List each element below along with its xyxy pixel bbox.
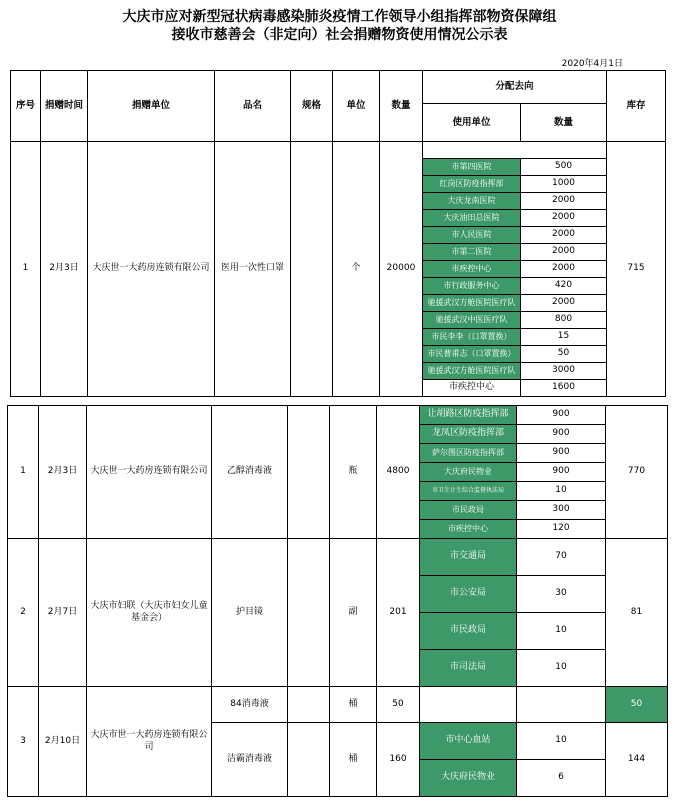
time-cell: 2月10日 <box>39 687 87 797</box>
qty-cell: 20000 <box>380 142 423 397</box>
unit-cell: 个 <box>333 142 380 397</box>
table-row <box>8 687 668 723</box>
dist-unit: 市疾控中心 <box>423 261 521 278</box>
title-line-2: 接收市慈善会（非定向）社会捐赠物资使用情况公示表 <box>171 27 508 43</box>
qty-cell: 50 <box>377 687 420 723</box>
dist-unit: 市行政服务中心 <box>423 278 521 295</box>
dist-unit: 市公安局 <box>420 576 517 613</box>
header-item: 品名 <box>215 71 291 142</box>
dist-unit: 市疾控中心 <box>420 520 517 539</box>
dist-qty: 900 <box>517 406 606 425</box>
dist-unit: 市中心血站 <box>420 723 517 760</box>
dist-qty: 50 <box>521 346 607 363</box>
time-cell: 2月3日 <box>41 142 88 397</box>
dist-qty: 800 <box>521 312 607 329</box>
dist-unit: 萨尔图区防疫指挥部 <box>420 444 517 463</box>
dist-qty: 30 <box>517 576 606 613</box>
header-unit: 单位 <box>333 71 380 142</box>
table-row <box>8 406 668 425</box>
title-line-1: 大庆市应对新型冠状病毒感染肺炎疫情工作领导小组指挥部物资保障组 <box>122 9 557 25</box>
donation-table-1 <box>10 70 666 397</box>
spec-cell <box>288 406 330 539</box>
donation-table-2 <box>7 405 668 797</box>
report-date: 2020年4月1日 <box>561 59 623 69</box>
dist-unit: 驰援武汉方舱医院医疗队 <box>423 363 521 380</box>
spec-cell <box>288 723 330 797</box>
stock-cell: 81 <box>606 539 668 687</box>
donor-cell: 大庆世一大药房连锁有限公司 <box>87 406 212 539</box>
dist-qty: 3000 <box>521 363 607 380</box>
unit-cell: 桶 <box>330 687 377 723</box>
dist-unit: 龙凤区防疫指挥部 <box>420 425 517 444</box>
dist-qty: 6 <box>517 760 606 797</box>
seq-cell: 1 <box>11 142 41 397</box>
dist-unit: 市第二医院 <box>423 244 521 261</box>
item-cell: 乙醇消毒液 <box>212 406 288 539</box>
qty-cell: 201 <box>377 539 420 687</box>
header-use-unit: 使用单位 <box>423 104 521 142</box>
stock-cell: 50 <box>606 687 668 723</box>
dist-qty: 2000 <box>521 227 607 244</box>
qty-cell: 160 <box>377 723 420 797</box>
dist-unit: 市民政局 <box>420 501 517 520</box>
dist-unit: 市人民医院 <box>423 227 521 244</box>
spec-cell <box>288 687 330 723</box>
qty-cell: 4800 <box>377 406 420 539</box>
dist-unit: 市民政局 <box>420 613 517 650</box>
dist-unit: 市交通局 <box>420 539 517 576</box>
dist-qty: 900 <box>517 425 606 444</box>
dist-unit: 市疾控中心 <box>423 380 521 397</box>
dist-unit: 市民李李（口罩置换） <box>423 329 521 346</box>
stock-cell: 770 <box>606 406 668 539</box>
item-cell: 洁霸消毒液 <box>212 723 288 797</box>
dist-unit: 市民曹甫志（口罩置换） <box>423 346 521 363</box>
header-qty: 数量 <box>380 71 423 142</box>
seq-cell: 3 <box>8 687 39 797</box>
dist-qty: 10 <box>517 650 606 687</box>
dist-qty: 10 <box>517 723 606 760</box>
item-cell: 医用一次性口罩 <box>215 142 291 397</box>
dist-qty: 2000 <box>521 210 607 227</box>
dist-unit: 大庆油田总医院 <box>423 210 521 227</box>
dist-unit-empty <box>420 687 517 723</box>
item-cell: 护目镜 <box>212 539 288 687</box>
dist-unit: 红岗区防疫指挥部 <box>423 176 521 193</box>
header-donor: 捐赠单位 <box>88 71 215 142</box>
dist-qty: 1000 <box>521 176 607 193</box>
table-row <box>11 142 666 159</box>
dist-qty: 500 <box>521 159 607 176</box>
unit-cell: 桶 <box>330 723 377 797</box>
spec-cell <box>288 539 330 687</box>
dist-qty: 15 <box>521 329 607 346</box>
dist-qty-empty <box>517 687 606 723</box>
dist-qty: 1600 <box>521 380 607 397</box>
unit-cell: 副 <box>330 539 377 687</box>
header-dist-qty: 数量 <box>521 104 607 142</box>
dist-qty: 2000 <box>521 244 607 261</box>
dist-qty: 70 <box>517 539 606 576</box>
header-spec: 规格 <box>291 71 333 142</box>
unit-cell: 瓶 <box>330 406 377 539</box>
dist-unit: 驰援武汉方舱医院医疗队 <box>423 295 521 312</box>
dist-unit: 大庆府民物业 <box>420 760 517 797</box>
dist-qty: 2000 <box>521 295 607 312</box>
donor-cell: 大庆市世一大药房连锁有限公司 <box>87 687 212 797</box>
donor-cell: 大庆世一大药房连锁有限公司 <box>88 142 215 397</box>
spec-cell <box>291 142 333 397</box>
dist-qty: 300 <box>517 501 606 520</box>
table-row <box>8 539 668 576</box>
time-cell: 2月3日 <box>39 406 87 539</box>
time-cell: 2月7日 <box>39 539 87 687</box>
dist-qty: 2000 <box>521 193 607 210</box>
seq-cell: 2 <box>8 539 39 687</box>
donor-cell: 大庆市妇联（大庆市妇女儿童基金会） <box>87 539 212 687</box>
dist-unit: 市第四医院 <box>423 159 521 176</box>
dist-unit: 大庆府民物业 <box>420 463 517 482</box>
seq-cell: 1 <box>8 406 39 539</box>
dist-unit: 市司法局 <box>420 650 517 687</box>
dist-qty: 900 <box>517 444 606 463</box>
dist-qty: 2000 <box>521 261 607 278</box>
stock-cell: 715 <box>607 142 666 397</box>
header-distribution: 分配去向 <box>423 71 607 104</box>
dist-unit: 让胡路区防疫指挥部 <box>420 406 517 425</box>
dist-qty: 10 <box>517 482 606 501</box>
stock-cell: 144 <box>606 723 668 797</box>
dist-unit: 市卫生计生综合监督执法局 <box>420 482 517 501</box>
dist-qty: 900 <box>517 463 606 482</box>
dist-qty: 10 <box>517 613 606 650</box>
header-time: 捐赠时间 <box>41 71 88 142</box>
dist-unit: 大庆龙南医院 <box>423 193 521 210</box>
dist-qty: 120 <box>517 520 606 539</box>
dist-unit: 驰援武汉中医医疗队 <box>423 312 521 329</box>
header-seq: 序号 <box>11 71 41 142</box>
header-stock: 库存 <box>607 71 666 142</box>
item-cell: 84消毒液 <box>212 687 288 723</box>
dist-qty: 420 <box>521 278 607 295</box>
